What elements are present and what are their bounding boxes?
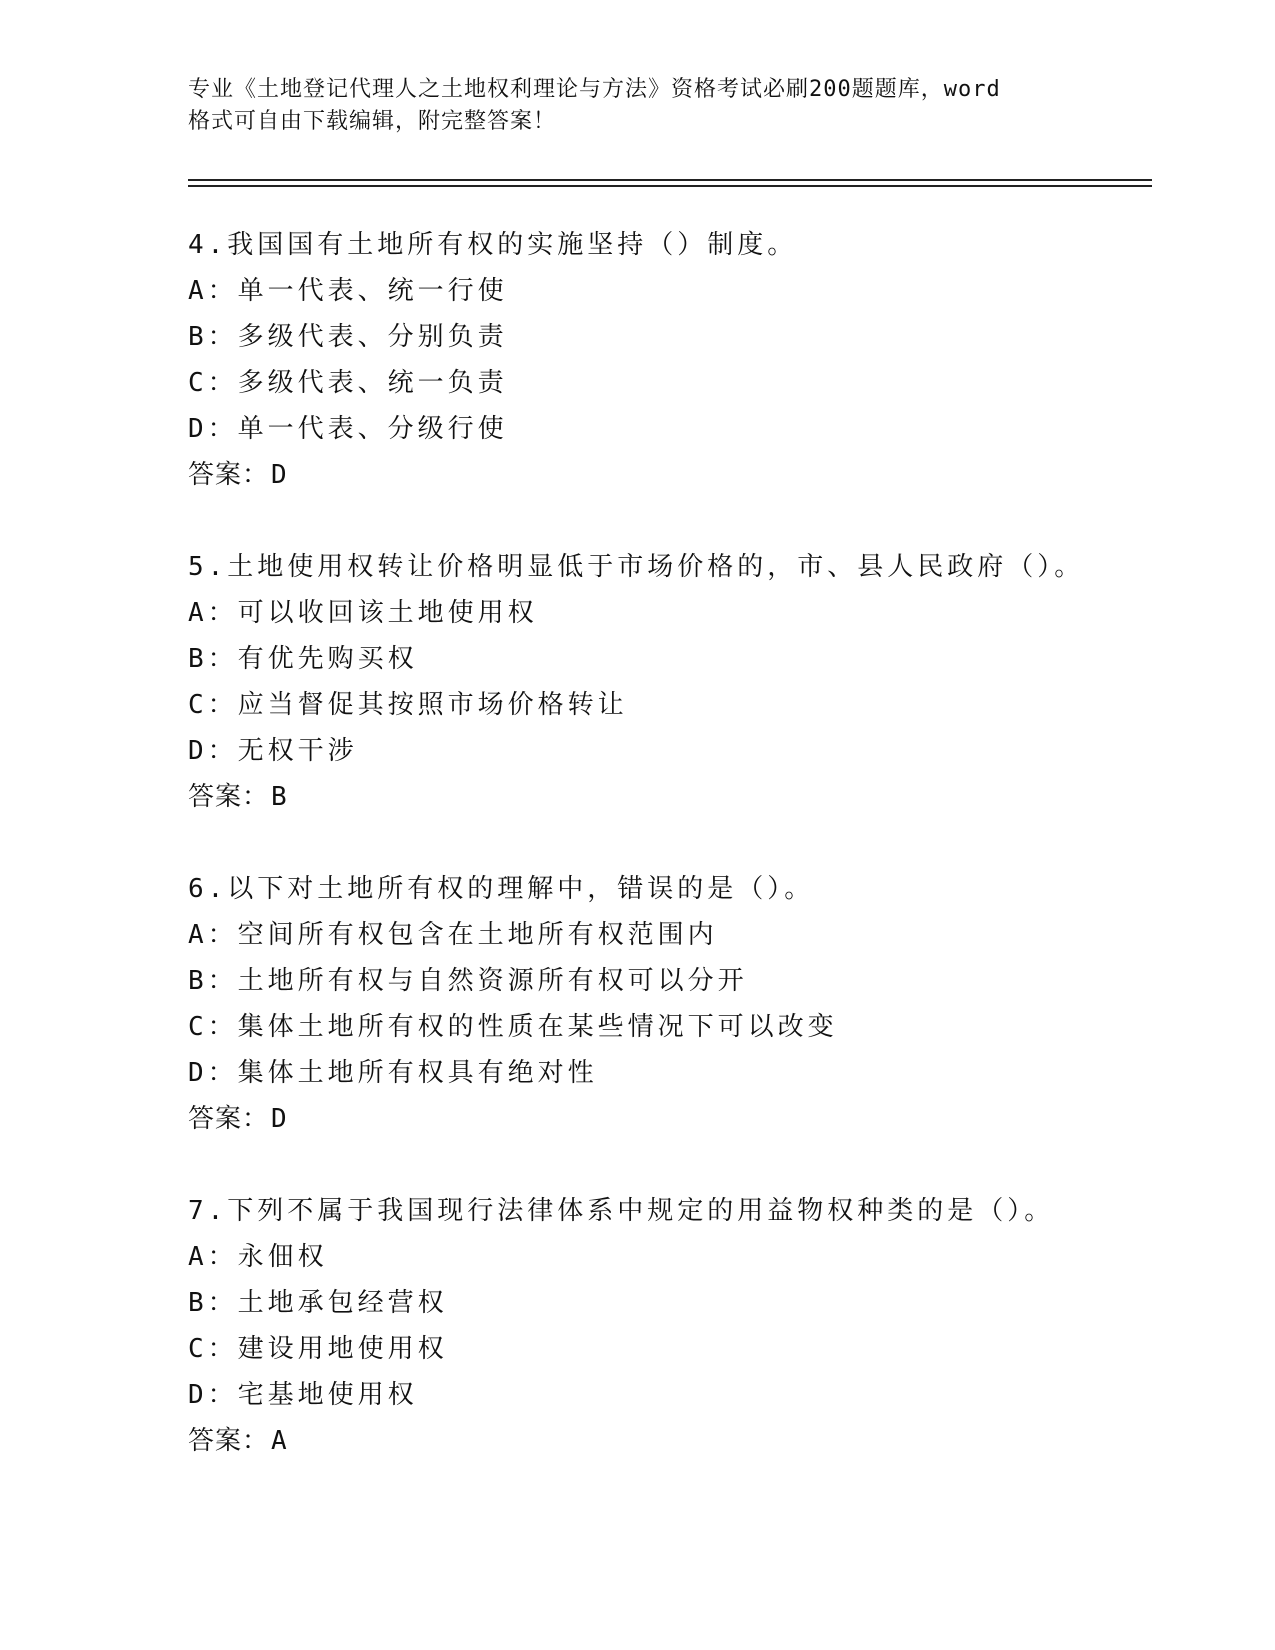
answer-value: A [271,1426,288,1456]
answer-value: D [271,1104,288,1134]
answer-line [188,774,1148,820]
question-stem: 5.土地使用权转让价格明显低于市场价格的，市、县人民政府（）。 [188,552,1085,582]
option-a: A：可以收回该土地使用权 [188,598,538,628]
option-d: D：单一代表、分级行使 [188,414,508,444]
header-rule-top [188,179,1152,181]
option-b: B：土地所有权与自然资源所有权可以分开 [188,966,748,996]
question-block [188,1188,1148,1464]
question-block [188,222,1148,498]
option-c: C：应当督促其按照市场价格转让 [188,690,628,720]
answer-value: B [271,782,288,812]
option-d: D：宅基地使用权 [188,1380,418,1410]
document-header [188,74,1068,138]
answer-label: 答案： [188,782,270,812]
question-stem: 4.我国国有土地所有权的实施坚持（）制度。 [188,230,798,260]
option-c: C：多级代表、统一负责 [188,368,508,398]
option-c: C：建设用地使用权 [188,1334,448,1364]
question-stem: 6.以下对土地所有权的理解中，错误的是（）。 [188,874,815,904]
header-line-1: 专业《土地登记代理人之土地权利理论与方法》资格考试必刷200题题库，word [188,77,1001,102]
option-a: A：永佃权 [188,1242,328,1272]
answer-label: 答案： [188,1104,270,1134]
option-d: D：无权干涉 [188,736,358,766]
answer-label: 答案： [188,460,270,490]
answer-label: 答案： [188,1426,270,1456]
option-d: D：集体土地所有权具有绝对性 [188,1058,598,1088]
header-line-2: 格式可自由下载编辑，附完整答案！ [188,109,557,134]
option-b: B：多级代表、分别负责 [188,322,508,352]
answer-line [188,1418,1148,1464]
question-block [188,866,1148,1142]
header-rule-bottom [188,185,1152,187]
option-b: B：土地承包经营权 [188,1288,448,1318]
option-c: C：集体土地所有权的性质在某些情况下可以改变 [188,1012,838,1042]
answer-line [188,452,1148,498]
answer-value: D [271,460,288,490]
option-a: A：单一代表、统一行使 [188,276,508,306]
option-a: A：空间所有权包含在土地所有权范围内 [188,920,718,950]
answer-line [188,1096,1148,1142]
question-stem: 7.下列不属于我国现行法律体系中规定的用益物权种类的是（）。 [188,1196,1055,1226]
option-b: B：有优先购买权 [188,644,418,674]
question-block [188,544,1148,820]
